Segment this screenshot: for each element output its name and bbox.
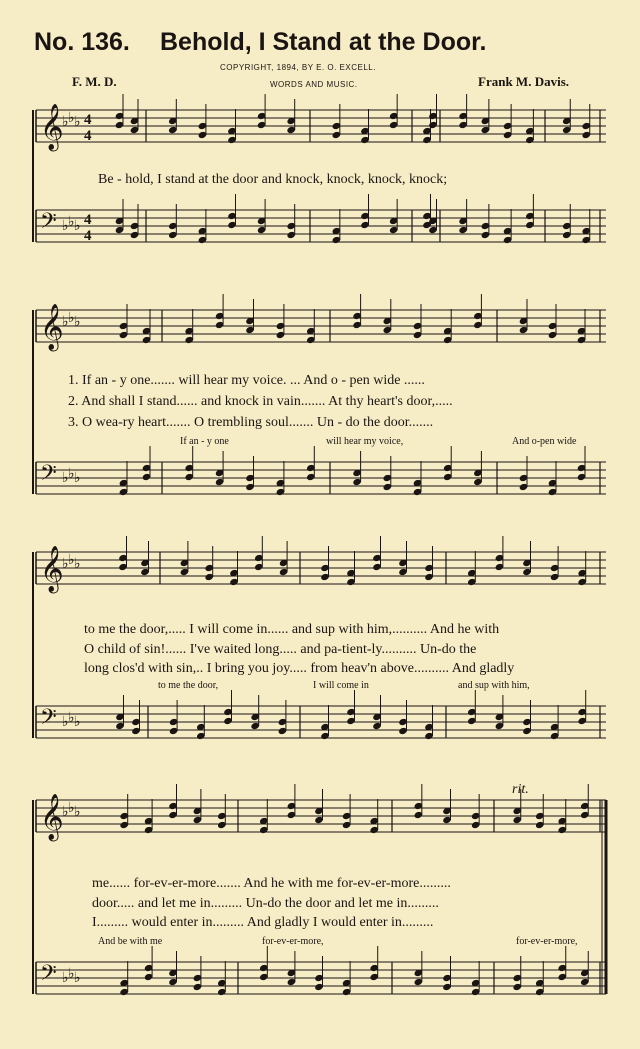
flat-sign-icon: ♭ (74, 218, 81, 234)
hymn-number: No. 136. (34, 28, 130, 56)
flat-sign-icon: ♭ (74, 804, 81, 820)
verse-1-line-system3: to me the door,..... I will come in...... and sup with him,.......... And he with (84, 622, 500, 637)
bass-label: And be with me (98, 936, 163, 947)
flat-sign-icon: ♭ (62, 970, 69, 986)
flat-sign-icon: ♭ (68, 710, 75, 726)
arranger-initials: F. M. D. (72, 74, 117, 89)
flat-sign-icon: ♭ (62, 114, 69, 130)
time-signature-top: 4 (84, 112, 92, 128)
verse-2-line-system4: door..... and let me in......... Un-do the door and let me in......... (92, 896, 439, 911)
time-signature-bottom: 4 (84, 128, 92, 144)
flat-sign-icon: ♭ (74, 556, 81, 572)
time-signature-bottom: 4 (84, 228, 92, 244)
ritardando-mark: rit. (512, 782, 529, 797)
flat-sign-icon: ♭ (74, 314, 81, 330)
verse-3-line-system2: 3. O wea-ry heart....... O trembling soul....... Un - do the door....... (68, 415, 434, 430)
flat-sign-icon: ♭ (68, 552, 75, 568)
bass-clef-icon: 𝄢 (40, 209, 57, 239)
flat-sign-icon: ♭ (68, 310, 75, 326)
bass-clef-icon: 𝄢 (40, 961, 57, 991)
hymn-title: Behold, I Stand at the Door. (160, 28, 487, 56)
bass-label: And o-pen wide (512, 436, 577, 447)
verse-1-line-system4: me...... for-ev-er-more....... And he with me for-ev-er-more......... (92, 876, 451, 891)
flat-sign-icon: ♭ (68, 466, 75, 482)
flat-sign-icon: ♭ (62, 470, 69, 486)
verse-2-line-system3: O child of sin!...... I've waited long..... and pa-tient-ly.......... Un-do the (84, 642, 477, 657)
flat-sign-icon: ♭ (68, 800, 75, 816)
flat-sign-icon: ♭ (68, 214, 75, 230)
treble-clef-icon: 𝄞 (40, 546, 64, 592)
flat-sign-icon: ♭ (62, 804, 69, 820)
bass-label: will hear my voice, (326, 436, 404, 447)
bass-clef-icon: 𝄢 (40, 461, 57, 491)
treble-clef-icon: 𝄞 (40, 794, 64, 840)
flat-sign-icon: ♭ (74, 970, 81, 986)
verse-1-line-system2: 1. If an - y one....... will hear my voice. ... And o - pen wide ...... (68, 373, 425, 388)
flat-sign-icon: ♭ (68, 966, 75, 982)
flat-sign-icon: ♭ (62, 314, 69, 330)
composer-name: Frank M. Davis. (478, 74, 569, 89)
flat-sign-icon: ♭ (62, 714, 69, 730)
bass-clef-icon: 𝄢 (40, 705, 57, 735)
flat-sign-icon: ♭ (62, 218, 69, 234)
flat-sign-icon: ♭ (74, 114, 81, 130)
bass-label: and sup with him, (458, 680, 530, 691)
words-and-music-line: WORDS AND MUSIC. (270, 80, 358, 89)
flat-sign-icon: ♭ (74, 714, 81, 730)
lyric-line-system1: Be - hold, I stand at the door and knock, knock, knock, knock; (98, 172, 448, 187)
treble-clef-icon: 𝄞 (40, 304, 64, 350)
bass-label: to me the door, (158, 680, 219, 691)
copyright-line: COPYRIGHT, 1894, BY E. O. EXCELL. (220, 63, 376, 72)
verse-3-line-system4: I......... would enter in......... And gladly I would enter in......... (92, 915, 434, 930)
bass-label: I will come in (313, 680, 369, 691)
verse-2-line-system2: 2. And shall I stand...... and knock in vain....... At thy heart's door,..... (68, 394, 453, 409)
treble-clef-icon: 𝄞 (40, 104, 64, 150)
time-signature-top: 4 (84, 212, 92, 228)
verse-3-line-system3: long clos'd with sin,.. I bring you joy..... from heav'n above.......... And gladly (84, 661, 515, 676)
bass-label: for-ev-er-more, (262, 936, 324, 947)
bass-label: If an - y one (180, 436, 229, 447)
flat-sign-icon: ♭ (74, 470, 81, 486)
bass-label: for-ev-er-more, (516, 936, 578, 947)
flat-sign-icon: ♭ (68, 110, 75, 126)
flat-sign-icon: ♭ (62, 556, 69, 572)
